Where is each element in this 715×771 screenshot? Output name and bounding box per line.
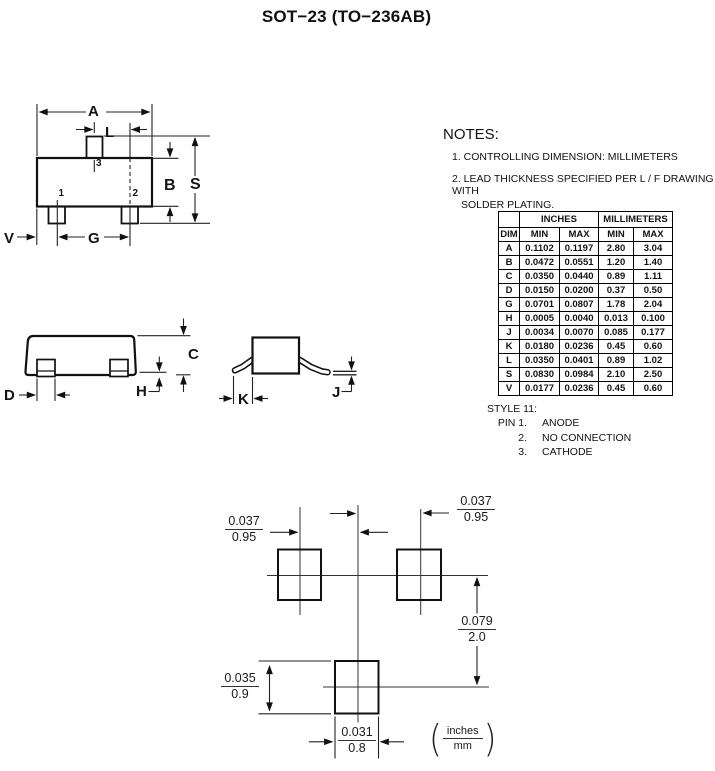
units-fraction: inches mm [443,726,483,752]
dim-label-B: B [164,177,176,194]
table-corner-cell [499,212,520,228]
pin-1-number: 1 [58,188,65,199]
left-pitch-dimension: $\frac{0.037}{0.95}$ [222,515,266,543]
style-pin-desc: NO CONNECTION [542,431,632,444]
note-2-continued: SOLDER PLATING. [461,198,555,211]
side-view-body [253,338,300,374]
table-row: B 0.0472 0.0551 1.20 1.40 [499,256,673,270]
style-pin-desc: CATHODE [542,445,593,458]
style-pin-row [487,445,631,459]
dim-label-J: J [332,384,341,401]
style-pin-row [487,416,631,430]
pin-2-number: 2 [132,188,139,199]
dim-label-L: L [105,124,115,141]
table-row: S 0.0830 0.0984 2.10 2.50 [499,368,673,382]
table-row: K 0.0180 0.0236 0.45 0.60 [499,340,673,354]
style-pin-num: 2. [518,431,527,444]
table-row: A 0.1102 0.1197 2.80 3.04 [499,242,673,256]
table-row: V 0.0177 0.0236 0.45 0.60 [499,382,673,396]
dim-label-S: S [190,176,201,193]
dim-label-A: A [88,103,99,120]
group-millimeters: MILLIMETERS [599,212,673,228]
note-1: 1. CONTROLLING DIMENSION: MILLIMETERS [452,151,678,163]
top-view-outline [37,137,152,224]
right-pitch-dimension: $\frac{0.037}{0.95}$ [454,495,498,523]
table-column-header-row: DIM MIN MAX MIN MAX [499,228,673,242]
dim-label-C: C [188,346,199,363]
front-view-drawing [19,319,191,402]
pin-3-number: 3 [96,158,102,169]
dim-label-D: D [4,387,15,404]
dim-label-V: V [4,230,15,247]
dim-label-K: K [238,391,249,408]
style-section [487,402,631,459]
dim-label-G: G [88,230,100,247]
table-row: C 0.0350 0.0440 0.89 1.11 [499,270,673,284]
table-row: H 0.0005 0.0040 0.013 0.100 [499,312,673,326]
style-heading: STYLE 11: [487,403,537,415]
table-row: L 0.0350 0.0401 0.89 1.02 [499,354,673,368]
style-pin-desc: ANODE [542,417,580,430]
page-title: SOT−23 (TO−236AB) [261,7,432,26]
group-inches: INCHES [520,212,599,228]
table-group-header-row [499,212,673,228]
pad-height-dimension: $\frac{0.035}{0.9}$ [218,672,262,700]
dimensions-table [498,211,673,396]
open-paren: ( [429,716,442,761]
table-row: D 0.0150 0.0200 0.37 0.50 [499,284,673,298]
style-pin-num: 3. [518,445,527,458]
style-pin-row [487,431,631,445]
units-legend [429,716,497,761]
table-row: J 0.0034 0.0070 0.085 0.177 [499,326,673,340]
notes-section [443,126,715,211]
close-paren: ) [483,716,497,761]
pad-width-dimension: $\frac{0.031}{0.8}$ [335,726,379,754]
note-2: 2. LEAD THICKNESS SPECIFIED PER L / F DRAWING WITH [452,172,714,197]
notes-heading: NOTES: [443,126,499,143]
dim-label-H: H [136,383,147,400]
style-pin-num: PIN 1. [497,417,527,430]
land-pattern-pads [278,550,441,714]
row-spacing-dimension: $\frac{0.079}{2.0}$ [455,615,499,643]
table-row: G 0.0701 0.0807 1.78 2.04 [499,298,673,312]
